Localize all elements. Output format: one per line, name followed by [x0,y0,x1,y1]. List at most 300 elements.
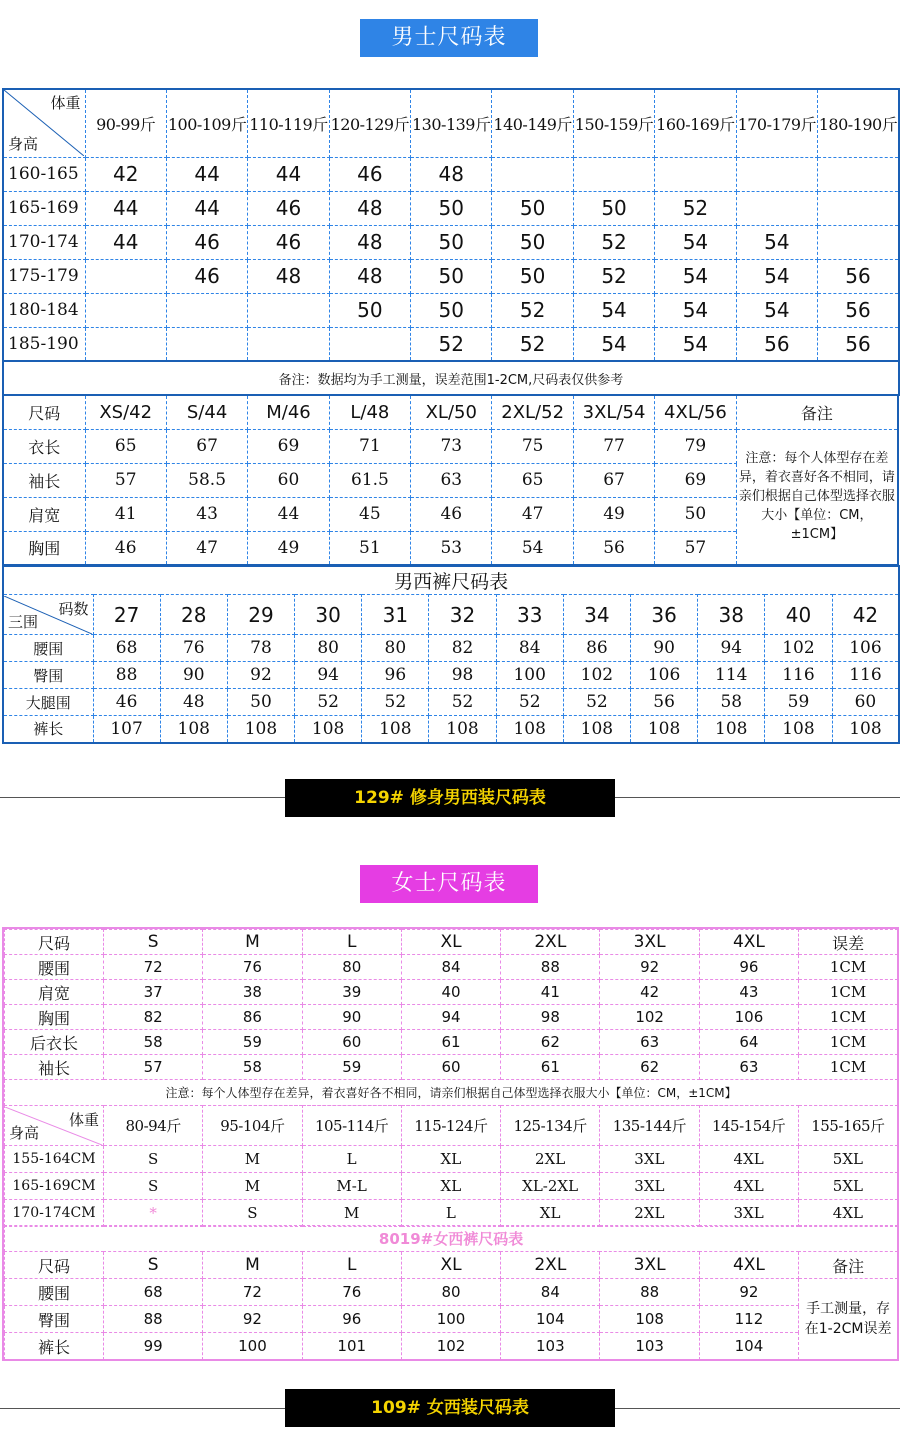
measure-value: 49 [248,531,329,565]
pants-size: 33 [496,595,563,635]
pants-size: 29 [227,595,294,635]
measure-value: 86 [563,635,630,662]
measure-value: 71 [329,429,410,463]
size-value [818,157,899,191]
size-label: M/46 [248,395,329,429]
measure-value: 63 [600,1030,699,1055]
size-header: 尺码 [5,930,104,955]
size-value: 3XL [600,1173,699,1200]
measure-value: 82 [429,635,496,662]
corner-cell [3,89,85,157]
table-row [3,157,899,191]
size-value: 54 [655,327,736,361]
measure-value: 41 [85,497,166,531]
measure-value: 47 [492,497,573,531]
size-value: 48 [411,157,492,191]
measure-value: 102 [600,1005,699,1030]
size-label: XL [401,930,500,955]
height-label: 170-174 [3,225,85,259]
measure-value: 88 [93,662,160,689]
measure-value: 40 [401,980,500,1005]
measure-value: 108 [765,716,832,743]
measure-value: 90 [302,1005,401,1030]
measure-value: 94 [401,1005,500,1030]
measure-label: 裤长 [5,1333,104,1360]
size-label: 2XL [501,930,600,955]
measure-value: 41 [501,980,600,1005]
size-value: 5XL [798,1146,897,1173]
size-value: 56 [736,327,817,361]
height-label: 180-184 [3,293,85,327]
table-row [3,191,899,225]
measure-value: 44 [248,497,329,531]
measure-value: 116 [765,662,832,689]
size-value: L [302,1146,401,1173]
measure-value: 104 [501,1306,600,1333]
measure-value: 96 [302,1306,401,1333]
measure-value: 96 [699,955,798,980]
measure-value: 108 [631,716,698,743]
table-row [3,429,898,463]
title-row [5,1226,898,1252]
size-value: 52 [411,327,492,361]
pants-size: 27 [93,595,160,635]
size-value: S [104,1146,203,1173]
measure-value: 59 [203,1030,302,1055]
measure-value: 86 [203,1005,302,1030]
error-value: 1CM [799,980,898,1005]
size-value [736,191,817,225]
measure-value: 88 [600,1279,699,1306]
measure-value: 52 [295,689,362,716]
header-row [3,89,899,157]
measure-value: 57 [104,1055,203,1080]
height-label: 175-179 [3,259,85,293]
measure-value: 52 [362,689,429,716]
size-value: 50 [411,191,492,225]
error-header: 误差 [799,930,898,955]
measure-value: 103 [501,1333,600,1360]
measure-value: 65 [492,463,573,497]
weight-header: 140-149斤 [492,89,573,157]
size-value: 48 [248,259,329,293]
weight-header: 100-109斤 [166,89,247,157]
measure-value: 60 [832,689,899,716]
measure-value: 103 [600,1333,699,1360]
size-value: 46 [166,225,247,259]
size-value: 3XL [699,1200,798,1227]
measure-value: 50 [655,497,736,531]
size-value: 54 [573,293,654,327]
measure-value: 68 [104,1279,203,1306]
size-value: XL [501,1200,600,1227]
measure-value: 80 [295,635,362,662]
measure-value: 45 [329,497,410,531]
measure-value: 108 [362,716,429,743]
measure-value: 106 [699,1005,798,1030]
measure-value: 92 [699,1279,798,1306]
weight-header: 145-154斤 [699,1106,798,1146]
size-value [85,327,166,361]
size-value [166,327,247,361]
measure-value: 92 [600,955,699,980]
measure-label: 肩宽 [5,980,104,1005]
size-value [573,157,654,191]
measure-value: 46 [93,689,160,716]
size-label: M [203,1252,302,1279]
remark-text: 注意：每个人体型存在差异，着衣喜好各不相同，请亲们根据自己体型选择衣服大小【单位：CM，±1CM】 [736,429,898,565]
measure-value: 108 [832,716,899,743]
pants-size: 42 [832,595,899,635]
measure-value: 53 [411,531,492,565]
women-height-weight-table [4,1105,898,1227]
measure-value: 56 [631,689,698,716]
size-value: 48 [329,225,410,259]
weight-header: 80-94斤 [104,1106,203,1146]
measure-value: 62 [600,1055,699,1080]
size-value: 52 [573,225,654,259]
size-label: 2XL/52 [492,395,573,429]
measure-value: 65 [85,429,166,463]
note-row [3,361,899,395]
table-row [5,955,898,980]
measure-label: 腰围 [3,635,93,662]
measure-value: 90 [160,662,227,689]
size-value: 46 [166,259,247,293]
size-value [248,293,329,327]
pants-size: 38 [698,595,765,635]
measure-value: 62 [501,1030,600,1055]
note-row [5,1080,898,1106]
measure-value: 94 [295,662,362,689]
corner-top-label: 体重 [68,1110,99,1129]
measure-value: 106 [832,635,899,662]
measure-value: 59 [765,689,832,716]
weight-header: 150-159斤 [573,89,654,157]
size-value: 44 [166,157,247,191]
size-label: 3XL [600,930,699,955]
measure-label: 裤长 [3,716,93,743]
size-value: 52 [655,191,736,225]
measure-value: 92 [203,1306,302,1333]
weight-header: 105-114斤 [302,1106,401,1146]
measure-value: 108 [160,716,227,743]
measure-value: 108 [698,716,765,743]
measure-value: 42 [600,980,699,1005]
measure-value: 47 [166,531,247,565]
weight-header: 120-129斤 [329,89,410,157]
measure-label: 胸围 [5,1005,104,1030]
size-value [329,327,410,361]
size-label: XL/50 [411,395,492,429]
measure-value: 90 [631,635,698,662]
size-value: 48 [329,191,410,225]
weight-header: 90-99斤 [85,89,166,157]
table-row [3,225,899,259]
size-value: 50 [411,293,492,327]
measure-value: 108 [429,716,496,743]
size-label: S [104,1252,203,1279]
size-value [492,157,573,191]
size-value: 54 [736,259,817,293]
size-value: 3XL [600,1146,699,1173]
pants-size: 30 [295,595,362,635]
size-value: 46 [329,157,410,191]
measure-value: 106 [631,662,698,689]
pants-size: 36 [631,595,698,635]
measure-value: 108 [496,716,563,743]
size-value: 54 [655,225,736,259]
measure-value: 39 [302,980,401,1005]
pants-title: 男西裤尺码表 [3,566,899,595]
size-value: 56 [818,259,899,293]
measure-value: 84 [501,1279,600,1306]
size-header: 尺码 [3,395,85,429]
measure-value: 84 [401,955,500,980]
error-value: 1CM [799,1030,898,1055]
size-label: L [302,930,401,955]
pants-title: 8019#女西裤尺码表 [5,1226,898,1252]
size-value: 56 [818,293,899,327]
women-measurement-table [4,929,898,1106]
measure-value: 63 [411,463,492,497]
size-value: 52 [492,293,573,327]
measure-value: 52 [429,689,496,716]
size-value: 42 [85,157,166,191]
size-label: L/48 [329,395,410,429]
size-value: XL [401,1173,500,1200]
size-value: M [203,1173,302,1200]
table-row [5,1055,898,1080]
measure-value: 61 [401,1030,500,1055]
size-value [85,293,166,327]
size-value [736,157,817,191]
table-row [5,1200,898,1227]
size-label: S [104,930,203,955]
size-header: 尺码 [5,1252,104,1279]
corner-cell [5,1106,104,1146]
size-value: 44 [166,191,247,225]
size-label: S/44 [166,395,247,429]
measure-label: 袖长 [3,463,85,497]
measure-value: 101 [302,1333,401,1360]
weight-header: 110-119斤 [248,89,329,157]
measure-value: 43 [699,980,798,1005]
size-value [818,191,899,225]
measure-value: 84 [496,635,563,662]
corner-bottom-label: 身高 [9,1123,40,1142]
size-value: XL-2XL [501,1173,600,1200]
table-row [3,635,899,662]
table-row [5,1173,898,1200]
table-row [3,689,899,716]
measure-label: 臀围 [5,1306,104,1333]
measure-value: 82 [104,1005,203,1030]
size-label: 4XL [699,1252,798,1279]
measure-value: 76 [203,955,302,980]
measure-value: 102 [765,635,832,662]
measure-value: 60 [401,1055,500,1080]
height-label: 170-174CM [5,1200,104,1227]
size-value [166,293,247,327]
corner-top-label: 码数 [58,599,89,618]
measure-value: 80 [362,635,429,662]
size-label: 3XL/54 [573,395,654,429]
size-label: L [302,1252,401,1279]
size-label: 3XL [600,1252,699,1279]
measure-value: 108 [600,1306,699,1333]
suit-109-label: 109# 女西装尺码表 [285,1389,615,1427]
measure-value: 69 [248,429,329,463]
measure-value: 108 [227,716,294,743]
men-size-chart-banner: 男士尺码表 [360,19,538,57]
table-row [3,716,899,743]
pants-size: 40 [765,595,832,635]
measure-value: 80 [401,1279,500,1306]
size-value: 44 [248,157,329,191]
measure-value: 50 [227,689,294,716]
table-row [5,1333,898,1360]
measure-value: 59 [302,1055,401,1080]
pants-size: 28 [160,595,227,635]
size-value: 44 [85,225,166,259]
height-label: 155-164CM [5,1146,104,1173]
measure-label: 腰围 [5,1279,104,1306]
measure-label: 后衣长 [5,1030,104,1055]
measure-value: 57 [655,531,736,565]
measure-label: 胸围 [3,531,85,565]
height-label: 160-165 [3,157,85,191]
size-value: 50 [492,259,573,293]
size-value: M-L [302,1173,401,1200]
table-row [5,1146,898,1173]
table-row [3,293,899,327]
measure-value: 72 [104,955,203,980]
measure-value: 76 [302,1279,401,1306]
remark-header: 备注 [799,1252,898,1279]
weight-header: 170-179斤 [736,89,817,157]
measure-value: 80 [302,955,401,980]
header-row [3,595,899,635]
measure-value: 100 [203,1333,302,1360]
measure-label: 肩宽 [3,497,85,531]
size-value: 50 [329,293,410,327]
size-value: 2XL [600,1200,699,1227]
measure-value: 49 [573,497,654,531]
measure-value: 72 [203,1279,302,1306]
size-value: M [203,1146,302,1173]
size-value: S [203,1200,302,1227]
measure-value: 76 [160,635,227,662]
measure-label: 袖长 [5,1055,104,1080]
measure-value: 43 [166,497,247,531]
measure-label: 臀围 [3,662,93,689]
size-label: XL [401,1252,500,1279]
size-value: L [401,1200,500,1227]
note-text: 注意：每个人体型存在差异，着衣喜好各不相同，请亲们根据自己体型选择衣服大小【单位：CM，±1CM】 [5,1080,898,1106]
measure-value: 73 [411,429,492,463]
measure-value: 58 [104,1030,203,1055]
size-label: M [203,930,302,955]
measure-value: 61.5 [329,463,410,497]
size-value: 48 [329,259,410,293]
men-pants-table [2,565,900,744]
measure-value: 100 [496,662,563,689]
measure-value: 58 [203,1055,302,1080]
table-row [3,662,899,689]
size-value: 50 [573,191,654,225]
size-value: 44 [85,191,166,225]
pants-size: 34 [563,595,630,635]
size-value: 50 [411,225,492,259]
corner-cell [3,595,93,635]
measure-value: 88 [104,1306,203,1333]
measure-value: 61 [501,1055,600,1080]
measure-value: 57 [85,463,166,497]
size-value: M [302,1200,401,1227]
women-size-chart-banner: 女士尺码表 [360,865,538,903]
size-label: 4XL [699,930,798,955]
weight-header: 95-104斤 [203,1106,302,1146]
header-row [3,395,898,429]
measure-value: 99 [104,1333,203,1360]
measure-value: 100 [401,1306,500,1333]
corner-bottom-label: 身高 [8,135,39,154]
measure-value: 107 [93,716,160,743]
size-value: 52 [573,259,654,293]
measure-value: 64 [699,1030,798,1055]
note-text: 备注：数据均为手工测量，误差范围1-2CM,尺码表仅供参考 [3,361,899,395]
measure-value: 52 [496,689,563,716]
weight-header: 160-169斤 [655,89,736,157]
measure-value: 58 [698,689,765,716]
measure-value: 48 [160,689,227,716]
measure-value: 78 [227,635,294,662]
measure-value: 108 [295,716,362,743]
measure-value: 46 [85,531,166,565]
size-value: XL [401,1146,500,1173]
measure-value: 46 [411,497,492,531]
size-value: 4XL [798,1200,897,1227]
measure-value: 58.5 [166,463,247,497]
remark-text: 手工测量，存在1-2CM误差 [799,1279,898,1360]
measure-value: 92 [227,662,294,689]
measure-value: 56 [573,531,654,565]
measure-value: 54 [492,531,573,565]
measure-value: 77 [573,429,654,463]
measure-value: 68 [93,635,160,662]
measure-value: 98 [501,1005,600,1030]
measure-value: 98 [429,662,496,689]
size-value: * [104,1200,203,1227]
table-row [5,980,898,1005]
error-value: 1CM [799,955,898,980]
size-value [655,157,736,191]
measure-value: 51 [329,531,410,565]
size-value [85,259,166,293]
header-row [5,1252,898,1279]
weight-header: 135-144斤 [600,1106,699,1146]
table-row [5,1030,898,1055]
measure-value: 60 [248,463,329,497]
header-row [5,930,898,955]
men-height-weight-table [2,88,900,396]
error-value: 1CM [799,1005,898,1030]
weight-header: 125-134斤 [501,1106,600,1146]
height-label: 185-190 [3,327,85,361]
size-value: 54 [655,259,736,293]
suit-129-label: 129# 修身男西装尺码表 [285,779,615,817]
